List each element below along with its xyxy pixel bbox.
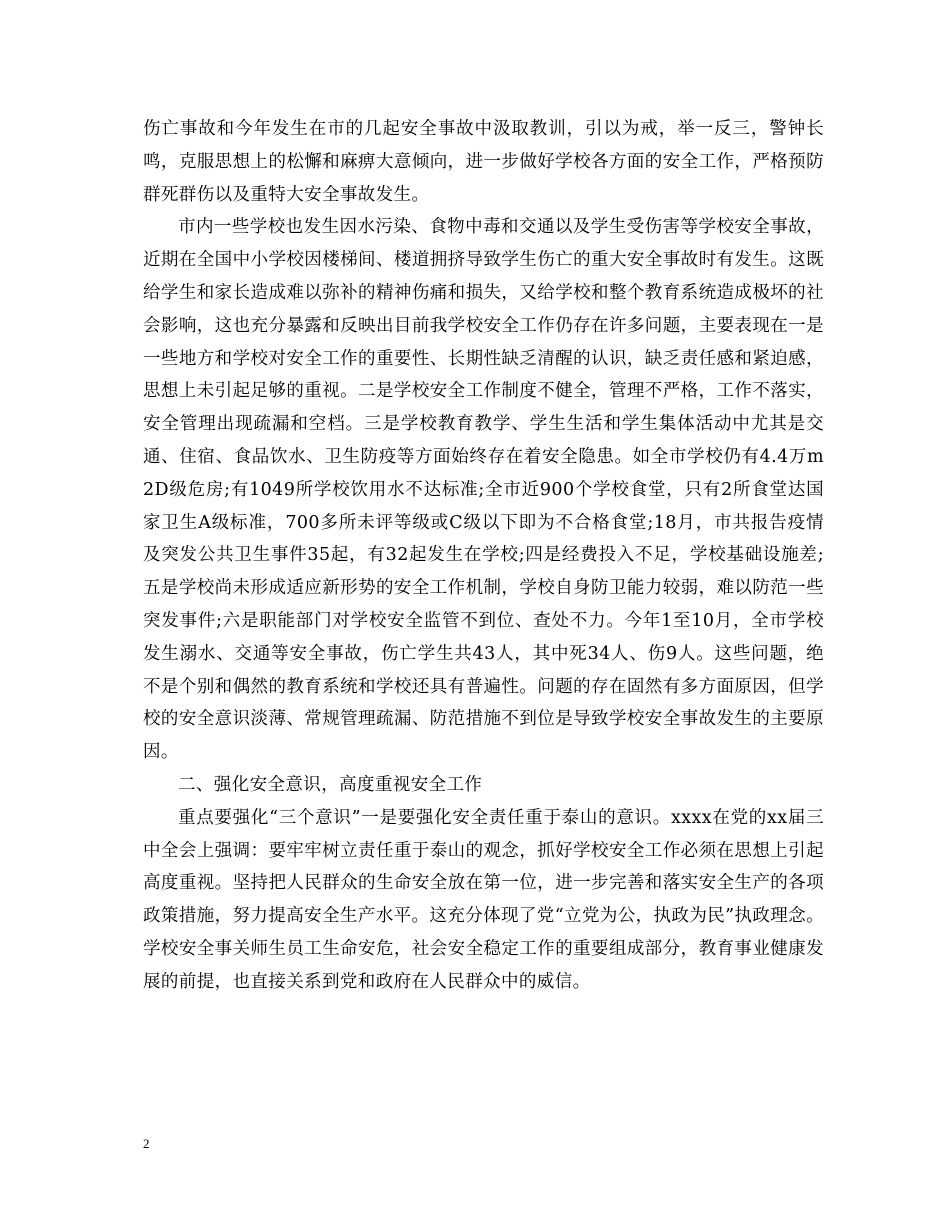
page-number: 2 (143, 1136, 150, 1151)
section-heading: 二、强化安全意识，高度重视安全工作 (178, 774, 483, 795)
paragraph-2: 市内一些学校也发生因水污染、食物中毒和交通以及学生受伤害等学校安全事故，近期在全国中小学校因楼梯间、楼道拥挤导致学生伤亡的重大安全事故时有发生。这既给学生和家长造成难以弥补的精神伤痛和损失，又给学校和整个教育系统造成极坏的社会影响，这也充分暴露和反映出目前我学校安全工作仍存在许多问题，主要表现在一是一些地方和学校对安全工作的重要性、长期性缺乏清醒的认识，缺乏责任感和紧迫感，思想上未引起足够的重视。二是学校安全工作制度不健全，管理不严格，工作不落实，安全管理出现疏漏和空档。三是学校教育教学、学生生活和学生集体活动中尤其是交通、住宿、食品饮水、卫生防疫等方面始终存在着安全隐患。如全市学校仍有4.4万m2D级危房;有1049所学校饮用水不达标准;全市近900个学校食堂，只有2所食堂达国家卫生A级标准，700多所未评等级或C级以下即为不合格食堂;18月，市共报告疫情及突发公共卫生事件35起，有32起发生在学校;四是经费投入不足，学校基础设施差;五是学校尚未形成适应新形势的安全工作机制，学校自身防卫能力较弱，难以防范一些突发事件;六是职能部门对学校安全监管不到位、查处不力。今年1至10月，全市学校发生溺水、交通等安全事故，伤亡学生共43人，其中死34人、伤9人。这些问题，绝不是个别和偶然的教育系统和学校还具有普遍性。问题的存在固然有多方面原因，但学校的安全意识淡薄、常规管理疏漏、防范措施不到位是导致学校安全事故发生的主要原因。 (143, 217, 824, 763)
paragraph-3: 重点要强化“三个意识”一是要强化安全责任重于泰山的意识。xxxx在党的xx届三中全会上强调：要牢牢树立责任重于泰山的观念，抓好学校安全工作必须在思想上引起高度重视。坚持把人民群众的生命安全放在第一位，进一步完善和落实安全生产的各项政策措施，努力提高安全生产水平。这充分体现了党“立党为公，执政为民”执政理念。学校安全事关师生员工生命安危，社会安全稳定工作的重要组成部分，教育事业健康发展的前提，也直接关系到党和政府在人民群众中的威信。 (143, 807, 824, 992)
paragraph-1: 伤亡事故和今年发生在市的几起安全事故中汲取教训，引以为戒，举一反三，警钟长鸣，克服思想上的松懈和麻痹大意倾向，进一步做好学校各方面的安全工作，严格预防群死群伤以及重特大安全事故发生。 (143, 119, 824, 205)
document-body (143, 113, 824, 999)
